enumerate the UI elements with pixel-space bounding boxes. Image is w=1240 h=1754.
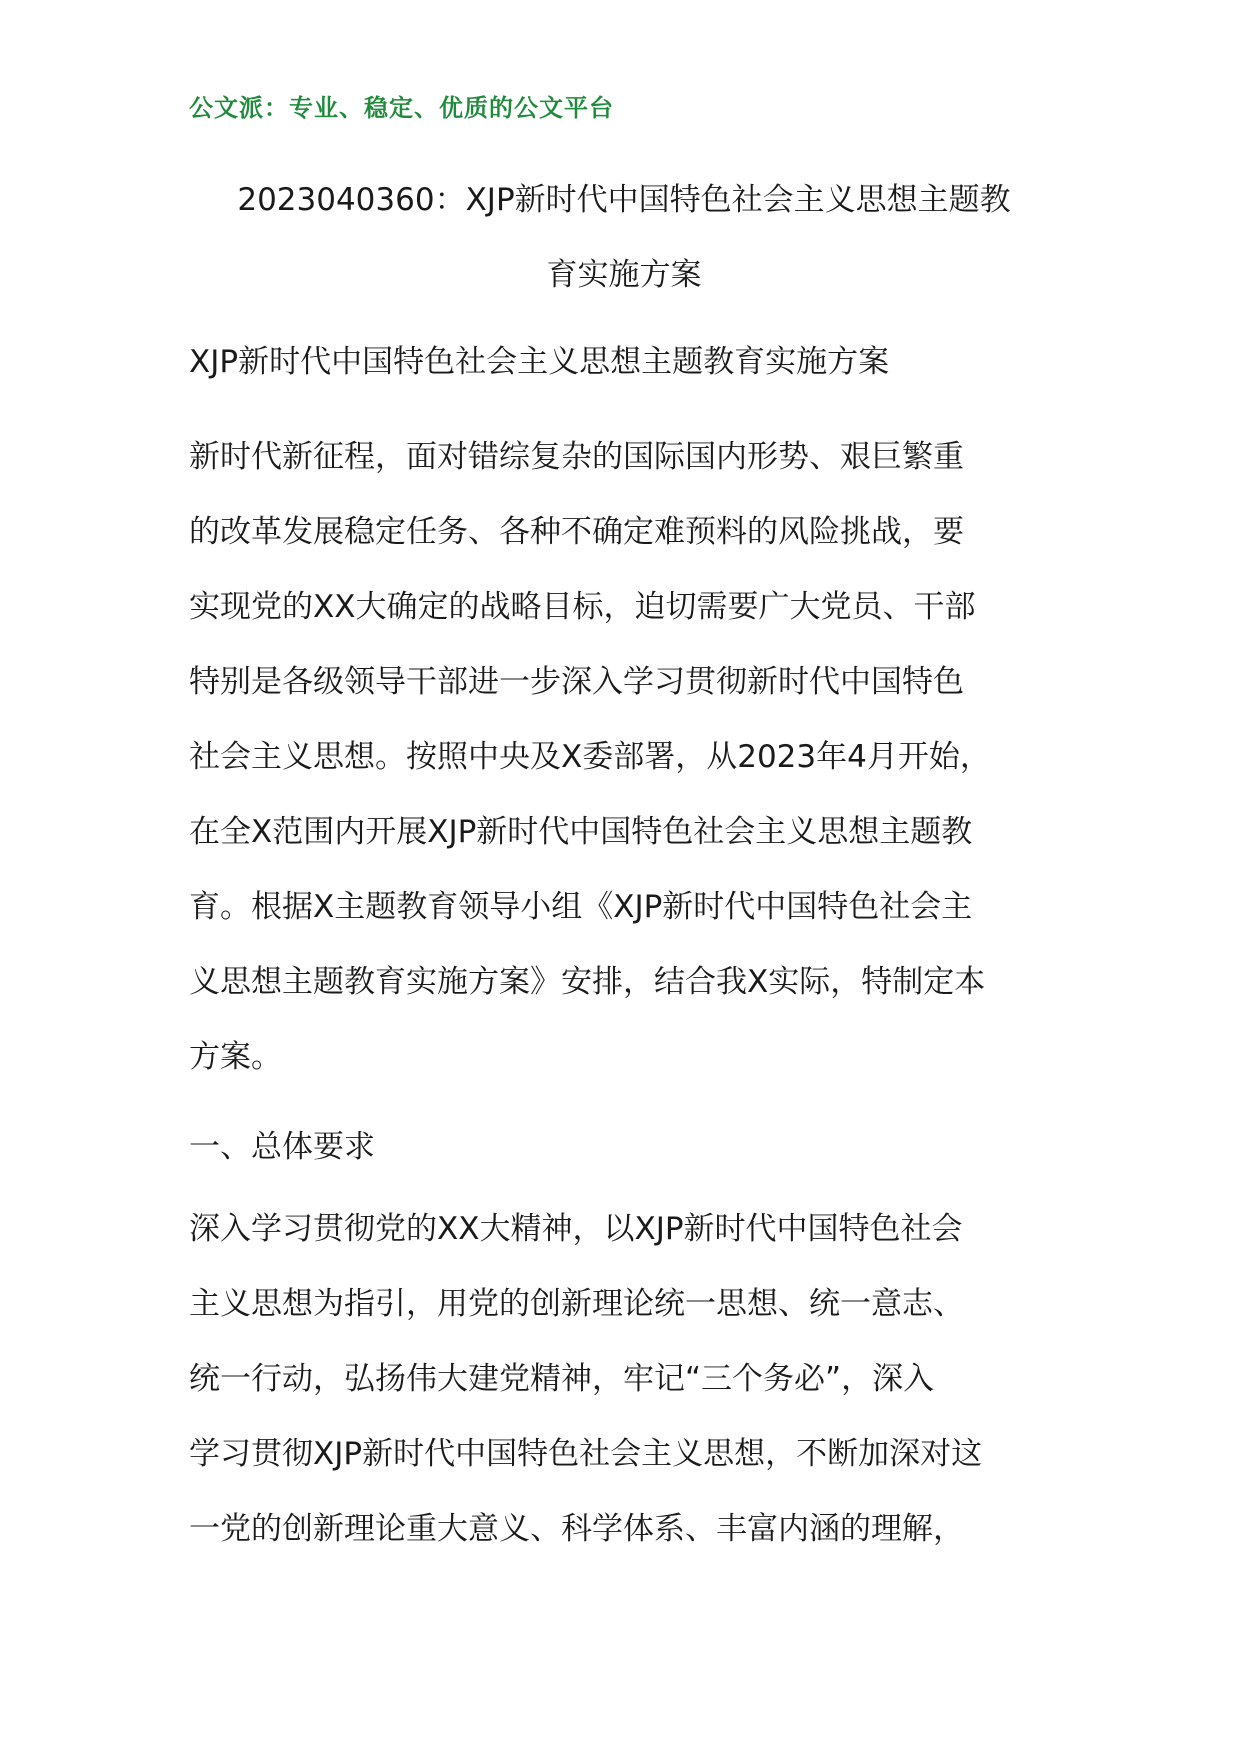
section-heading: 一、总体要求 — [189, 1129, 375, 1165]
paragraph-line: 特别是各级领导干部进一步深入学习贯彻新时代中国特色 — [189, 664, 964, 700]
document-title — [189, 163, 1059, 313]
paragraph-line: 实现党的XX大确定的战略目标，迫切需要广大党员、干部 — [189, 589, 976, 625]
paragraph-line: 新时代新征程，面对错综复杂的国际国内形势、艰巨繁重 — [189, 439, 964, 475]
title-line: 2023040360：XJP新时代中国特色社会主义思想主题教 — [237, 182, 1011, 218]
paragraph-line: 深入学习贯彻党的XX大精神，以XJP新时代中国特色社会 — [189, 1211, 963, 1247]
document-subtitle: XJP新时代中国特色社会主义思想主题教育实施方案 — [189, 344, 890, 380]
paragraph-line: 统一行动，弘扬伟大建党精神，牢记“三个务必”，深入 — [189, 1361, 935, 1397]
paragraph-line: 学习贯彻XJP新时代中国特色社会主义思想，不断加深对这 — [189, 1436, 983, 1472]
section-paragraph — [189, 1192, 1089, 1567]
paragraph-line: 一党的创新理论重大意义、科学体系、丰富内涵的理解， — [189, 1511, 964, 1547]
intro-paragraph — [189, 420, 1089, 1095]
paragraph-line: 社会主义思想。按照中央及X委部署，从2023年4月开始， — [189, 739, 991, 775]
paragraph-line: 在全X范围内开展XJP新时代中国特色社会主义思想主题教 — [189, 814, 973, 850]
paragraph-line: 主义思想为指引，用党的创新理论统一思想、统一意志、 — [189, 1286, 964, 1322]
paragraph-line: 的改革发展稳定任务、各种不确定难预料的风险挑战，要 — [189, 514, 964, 550]
site-banner: 公文派：专业、稳定、优质的公文平台 — [189, 94, 614, 122]
paragraph-line: 育。根据X主题教育领导小组《XJP新时代中国特色社会主 — [189, 889, 973, 925]
title-line: 育实施方案 — [546, 257, 702, 293]
paragraph-line: 方案。 — [189, 1039, 282, 1075]
paragraph-line: 义思想主题教育实施方案》安排，结合我X实际，特制定本 — [189, 964, 986, 1000]
